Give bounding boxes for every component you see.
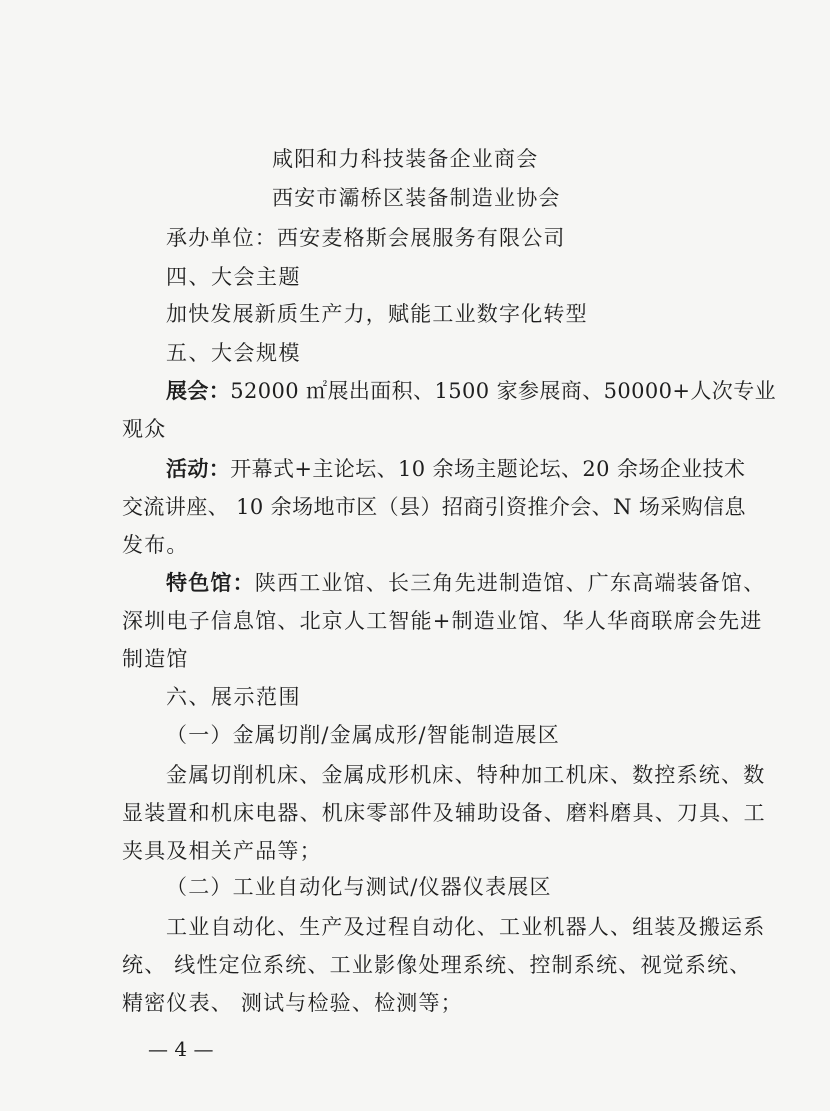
scope-line: 金属切削机床、金属成形机床、特种加工机床、数控系统、数 — [166, 763, 766, 787]
host-label: 承办单位： — [166, 226, 277, 250]
scope-line: 统、 线性定位系统、工业影像处理系统、控制系统、视觉系统、 — [122, 953, 752, 977]
subsection-heading: （一）金属切削/金属成形/智能制造展区 — [166, 723, 560, 747]
exhibition-label: 展会： — [166, 379, 231, 403]
section-heading: 六、展示范围 — [166, 685, 301, 709]
host-line — [0, 223, 830, 253]
activities-line: 发布。 — [122, 533, 189, 557]
pavilions-text: 陕西工业馆、长三角先进制造馆、广东高端装备馆、 — [254, 571, 766, 595]
activities-line: 交流讲座、 10 余场地市区（县）招商引资推介会、N 场采购信息 — [122, 495, 746, 519]
pavilions-line — [0, 568, 830, 598]
host-value: 西安麦格斯会展服务有限公司 — [277, 226, 566, 250]
activities-text: 开幕式+主论坛、10 余场主题论坛、20 余场企业技术 — [230, 457, 746, 481]
page-number: — 4 — — [148, 1037, 214, 1061]
section-heading: 四、大会主题 — [166, 265, 301, 289]
section-heading: 五、大会规模 — [166, 341, 301, 365]
exhibition-text: 52000 ㎡展出面积、1500 家参展商、50000+人次专业 — [230, 379, 776, 403]
organizer-line: 西安市灞桥区装备制造业协会 — [272, 186, 561, 210]
scope-line: 精密仪表、 测试与检验、检测等； — [122, 991, 463, 1015]
pavilions-line: 制造馆 — [122, 647, 189, 671]
pavilions-line: 深圳电子信息馆、北京人工智能+制造业馆、华人华商联席会先进 — [122, 609, 763, 633]
organizer-line: 咸阳和力科技装备企业商会 — [272, 147, 539, 171]
activities-line — [0, 454, 830, 484]
scope-line: 工业自动化、生产及过程自动化、工业机器人、组装及搬运系 — [166, 915, 766, 939]
scope-line: 显装置和机床电器、机床零部件及辅助设备、磨料磨具、刀具、工 — [122, 801, 766, 825]
theme-text: 加快发展新质生产力，赋能工业数字化转型 — [166, 302, 588, 326]
exhibition-line: 观众 — [122, 417, 167, 441]
scope-line: 夹具及相关产品等； — [122, 839, 322, 863]
exhibition-line — [0, 376, 830, 406]
activities-label: 活动： — [166, 457, 231, 481]
subsection-heading: （二）工业自动化与测试/仪器仪表展区 — [166, 875, 552, 899]
pavilions-label: 特色馆： — [166, 571, 255, 595]
